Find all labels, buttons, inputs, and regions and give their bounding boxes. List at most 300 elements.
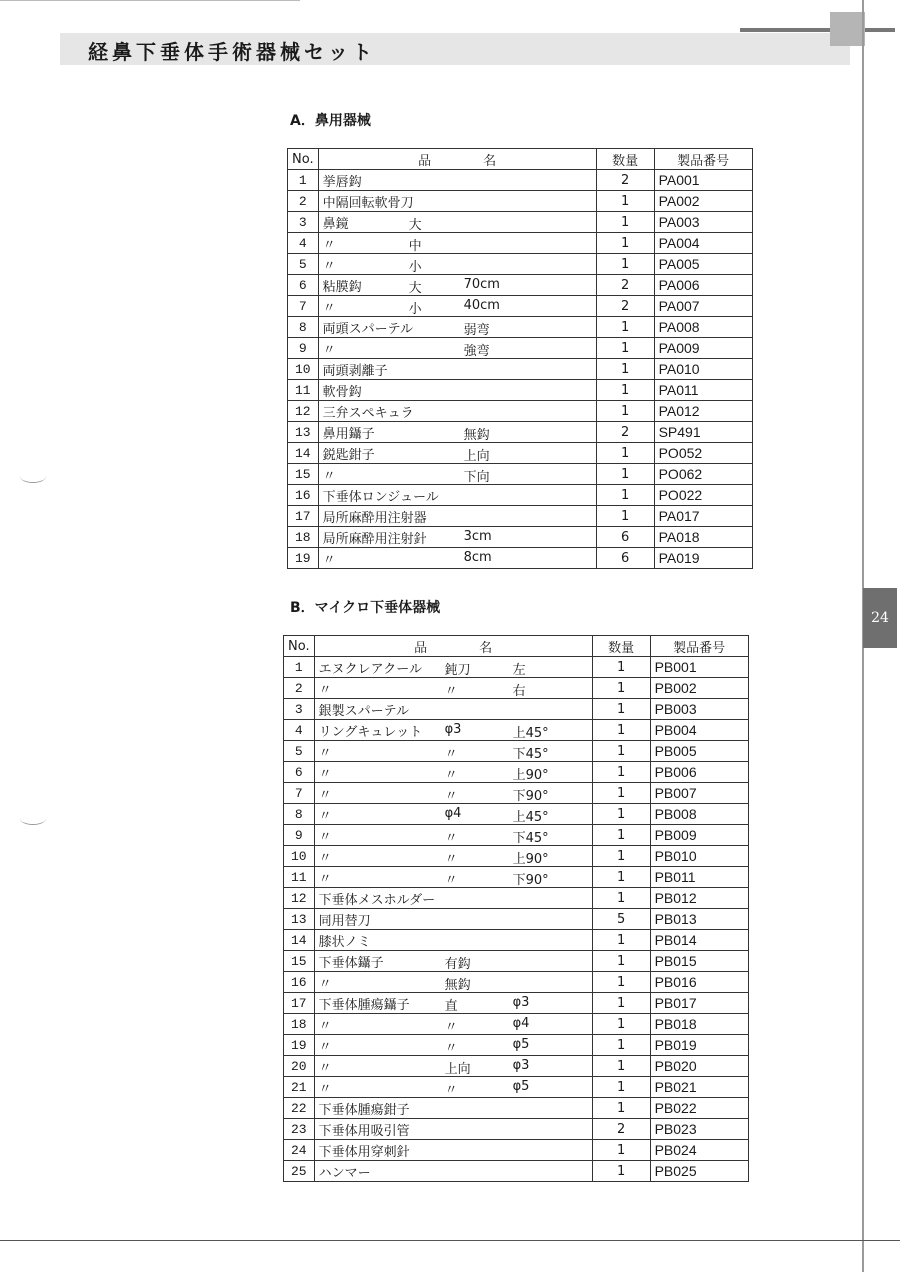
item-code: PB021 bbox=[650, 1077, 748, 1098]
item-qty: 2 bbox=[596, 422, 654, 443]
item-no: 5 bbox=[288, 254, 319, 275]
table-row bbox=[284, 993, 749, 1014]
item-name-part-1: 〃 bbox=[318, 1081, 332, 1097]
item-name bbox=[318, 422, 596, 443]
item-code: PB025 bbox=[650, 1161, 748, 1182]
item-no: 21 bbox=[284, 1077, 315, 1098]
item-code: PA007 bbox=[654, 296, 752, 317]
table-row bbox=[284, 1098, 749, 1119]
item-no: 24 bbox=[284, 1140, 315, 1161]
item-code: PB022 bbox=[650, 1098, 748, 1119]
item-no: 1 bbox=[284, 657, 315, 678]
section-b-table bbox=[283, 635, 749, 1182]
item-no: 11 bbox=[288, 380, 319, 401]
item-name-part-1: 〃 bbox=[318, 1060, 332, 1076]
page-title: 経鼻下垂体手術器械セット bbox=[88, 40, 376, 64]
item-code: PB014 bbox=[650, 930, 748, 951]
item-no: 22 bbox=[284, 1098, 315, 1119]
item-no: 7 bbox=[284, 783, 315, 804]
item-name-part-1: 下垂体ロンジュール bbox=[322, 489, 439, 505]
item-name-part-1: 下垂体腫瘍鑷子 bbox=[318, 997, 410, 1013]
item-code: PB016 bbox=[650, 972, 748, 993]
item-code: PB007 bbox=[650, 783, 748, 804]
item-no: 3 bbox=[288, 212, 319, 233]
item-qty: 1 bbox=[596, 359, 654, 380]
table-row bbox=[284, 1056, 749, 1077]
item-code: PA018 bbox=[654, 527, 752, 548]
item-no: 10 bbox=[284, 846, 315, 867]
item-qty: 1 bbox=[592, 1140, 650, 1161]
item-name bbox=[314, 1077, 592, 1098]
item-code: PO052 bbox=[654, 443, 752, 464]
item-qty: 1 bbox=[592, 657, 650, 678]
item-no: 20 bbox=[284, 1056, 315, 1077]
item-qty: 1 bbox=[592, 846, 650, 867]
table-row bbox=[284, 1035, 749, 1056]
top-rule bbox=[0, 0, 300, 1]
item-qty: 1 bbox=[592, 720, 650, 741]
item-name bbox=[314, 783, 592, 804]
item-name-part-1: 局所麻酔用注射器 bbox=[322, 510, 427, 526]
item-no: 2 bbox=[284, 678, 315, 699]
item-no: 17 bbox=[284, 993, 315, 1014]
item-name-part-3: 右 bbox=[512, 684, 526, 699]
item-no: 23 bbox=[284, 1119, 315, 1140]
item-name-part-3: φ3 bbox=[512, 995, 530, 1010]
item-qty: 1 bbox=[592, 783, 650, 804]
item-name-part-1: 〃 bbox=[322, 342, 336, 358]
item-no: 12 bbox=[284, 888, 315, 909]
item-name-part-1: 下垂体腫瘍鉗子 bbox=[318, 1102, 410, 1118]
item-code: SP491 bbox=[654, 422, 752, 443]
item-name bbox=[314, 1035, 592, 1056]
item-name-part-1: 粘膜鈎 bbox=[322, 279, 362, 295]
item-name bbox=[318, 296, 596, 317]
item-name-part-3: 40cm bbox=[463, 298, 500, 313]
item-name-part-1: 下垂体用穿刺針 bbox=[318, 1144, 410, 1160]
item-code: PO022 bbox=[654, 485, 752, 506]
col-header-code: 製品番号 bbox=[650, 636, 748, 657]
table-row bbox=[288, 401, 753, 422]
item-no: 8 bbox=[288, 317, 319, 338]
item-code: PB008 bbox=[650, 804, 748, 825]
item-name bbox=[314, 972, 592, 993]
item-qty: 1 bbox=[596, 212, 654, 233]
table-row bbox=[288, 359, 753, 380]
item-qty: 1 bbox=[596, 464, 654, 485]
table-row bbox=[284, 846, 749, 867]
item-name-part-2: φ3 bbox=[444, 722, 462, 737]
item-name-part-3: 上45° bbox=[512, 726, 549, 741]
item-qty: 1 bbox=[592, 762, 650, 783]
item-name bbox=[314, 699, 592, 720]
item-name-part-2: 中 bbox=[408, 239, 422, 254]
item-name-part-2: 〃 bbox=[444, 789, 458, 804]
table-row bbox=[288, 212, 753, 233]
item-name-part-2: 〃 bbox=[444, 684, 458, 699]
item-code: PB006 bbox=[650, 762, 748, 783]
item-qty: 2 bbox=[596, 170, 654, 191]
item-code: PO062 bbox=[654, 464, 752, 485]
table-row bbox=[284, 909, 749, 930]
item-name-part-2: φ4 bbox=[444, 806, 462, 821]
section-a-table bbox=[287, 148, 753, 569]
item-name-part-1: エヌクレアクール bbox=[318, 661, 422, 677]
item-name-part-2: 上向 bbox=[444, 1062, 471, 1077]
item-qty: 1 bbox=[596, 506, 654, 527]
item-code: PA017 bbox=[654, 506, 752, 527]
table-row bbox=[284, 867, 749, 888]
table-row bbox=[288, 296, 753, 317]
item-name-part-1: 鼻鏡 bbox=[322, 216, 349, 232]
item-name-part-1: 〃 bbox=[322, 300, 336, 316]
table-row bbox=[288, 380, 753, 401]
item-name bbox=[318, 401, 596, 422]
item-no: 9 bbox=[284, 825, 315, 846]
item-name-part-1: 軟骨鈎 bbox=[322, 384, 362, 400]
item-code: PB013 bbox=[650, 909, 748, 930]
item-name-part-1: 両頭スパーテル bbox=[322, 321, 413, 337]
item-qty: 1 bbox=[592, 741, 650, 762]
item-name bbox=[314, 951, 592, 972]
col-header-no: No. bbox=[284, 636, 315, 657]
item-qty: 1 bbox=[592, 993, 650, 1014]
table-row bbox=[288, 422, 753, 443]
item-qty: 1 bbox=[592, 1035, 650, 1056]
bottom-rule bbox=[0, 1240, 900, 1241]
item-name-part-3: 左 bbox=[512, 663, 526, 678]
item-name bbox=[318, 506, 596, 527]
table-row bbox=[288, 548, 753, 569]
item-name-part-3: 下45° bbox=[512, 747, 549, 762]
item-name-part-1: 局所麻酔用注射針 bbox=[322, 531, 427, 547]
item-name bbox=[314, 741, 592, 762]
item-no: 8 bbox=[284, 804, 315, 825]
item-name-part-1: 〃 bbox=[318, 976, 332, 992]
item-name-part-2: 鈍刀 bbox=[444, 663, 471, 678]
item-qty: 1 bbox=[596, 233, 654, 254]
table-row bbox=[284, 930, 749, 951]
item-name bbox=[314, 1119, 592, 1140]
item-no: 3 bbox=[284, 699, 315, 720]
item-name bbox=[318, 464, 596, 485]
item-code: PB001 bbox=[650, 657, 748, 678]
item-name-part-1: 中隔回転軟骨刀 bbox=[322, 195, 414, 211]
item-qty: 1 bbox=[596, 191, 654, 212]
item-name bbox=[318, 212, 596, 233]
section-a-heading: A．鼻用器械 bbox=[290, 113, 371, 129]
item-code: PB010 bbox=[650, 846, 748, 867]
item-name-part-1: 〃 bbox=[318, 682, 332, 698]
table-row bbox=[284, 804, 749, 825]
item-name bbox=[318, 443, 596, 464]
item-name-part-1: 〃 bbox=[322, 468, 336, 484]
item-name-part-1: 〃 bbox=[318, 871, 332, 887]
item-name bbox=[318, 275, 596, 296]
item-name-part-3: 下45° bbox=[512, 831, 549, 846]
table-row bbox=[288, 317, 753, 338]
item-no: 12 bbox=[288, 401, 319, 422]
table-row bbox=[288, 254, 753, 275]
item-code: PB005 bbox=[650, 741, 748, 762]
item-name-part-2: 〃 bbox=[444, 1020, 458, 1035]
table-row bbox=[284, 1119, 749, 1140]
item-code: PA012 bbox=[654, 401, 752, 422]
item-qty: 1 bbox=[592, 699, 650, 720]
item-code: PB020 bbox=[650, 1056, 748, 1077]
table-row bbox=[284, 720, 749, 741]
item-name bbox=[314, 720, 592, 741]
item-name bbox=[314, 657, 592, 678]
table-row bbox=[288, 464, 753, 485]
item-code: PB011 bbox=[650, 867, 748, 888]
item-code: PA006 bbox=[654, 275, 752, 296]
item-qty: 6 bbox=[596, 527, 654, 548]
item-name bbox=[318, 191, 596, 212]
item-code: PA002 bbox=[654, 191, 752, 212]
item-name-part-1: 〃 bbox=[318, 1018, 332, 1034]
item-qty: 1 bbox=[592, 1014, 650, 1035]
item-name-part-1: 〃 bbox=[318, 829, 332, 845]
col-header-name: 品 名 bbox=[318, 149, 596, 170]
item-no: 5 bbox=[284, 741, 315, 762]
col-header-code: 製品番号 bbox=[654, 149, 752, 170]
table-row bbox=[284, 888, 749, 909]
page-number-tab: 24 bbox=[863, 588, 897, 648]
col-header-qty: 数量 bbox=[592, 636, 650, 657]
item-name-part-3: φ5 bbox=[512, 1079, 530, 1094]
item-name bbox=[318, 317, 596, 338]
item-name-part-3: φ4 bbox=[512, 1016, 530, 1031]
item-no: 6 bbox=[284, 762, 315, 783]
table-header-row bbox=[288, 149, 753, 170]
col-header-no: No. bbox=[288, 149, 319, 170]
item-name-part-1: 三弁スペキュラ bbox=[322, 405, 414, 421]
item-name bbox=[314, 909, 592, 930]
item-qty: 1 bbox=[596, 317, 654, 338]
item-qty: 1 bbox=[592, 1161, 650, 1182]
item-qty: 1 bbox=[596, 443, 654, 464]
item-name-part-1: 〃 bbox=[322, 552, 336, 568]
table-row bbox=[284, 1014, 749, 1035]
table-row bbox=[284, 1077, 749, 1098]
item-name-part-3: 上90° bbox=[512, 768, 549, 783]
item-no: 25 bbox=[284, 1161, 315, 1182]
item-qty: 6 bbox=[596, 548, 654, 569]
item-name-part-3: 70cm bbox=[463, 277, 500, 292]
item-no: 13 bbox=[284, 909, 315, 930]
item-no: 4 bbox=[288, 233, 319, 254]
item-name-part-3: φ5 bbox=[512, 1037, 530, 1052]
item-code: PB018 bbox=[650, 1014, 748, 1035]
item-no: 4 bbox=[284, 720, 315, 741]
item-name-part-1: 下垂体用吸引管 bbox=[318, 1123, 410, 1139]
item-name bbox=[318, 170, 596, 191]
item-name bbox=[314, 1140, 592, 1161]
item-name-part-2: 〃 bbox=[444, 768, 458, 783]
item-code: PB002 bbox=[650, 678, 748, 699]
item-name bbox=[314, 1014, 592, 1035]
table-row bbox=[284, 825, 749, 846]
table-row bbox=[284, 1140, 749, 1161]
item-name-part-1: 鋭匙鉗子 bbox=[322, 447, 375, 463]
item-name-part-3: 下90° bbox=[512, 873, 549, 888]
item-code: PB009 bbox=[650, 825, 748, 846]
item-qty: 2 bbox=[596, 275, 654, 296]
item-name-part-3: 強弯 bbox=[463, 344, 490, 359]
item-no: 19 bbox=[284, 1035, 315, 1056]
item-qty: 1 bbox=[596, 338, 654, 359]
item-name-part-2: 〃 bbox=[444, 852, 458, 867]
table-row bbox=[288, 485, 753, 506]
item-name-part-1: 〃 bbox=[318, 850, 332, 866]
item-name-part-2: 〃 bbox=[444, 747, 458, 762]
item-qty: 5 bbox=[592, 909, 650, 930]
table-row bbox=[284, 699, 749, 720]
item-name-part-1: 〃 bbox=[318, 787, 332, 803]
item-no: 1 bbox=[288, 170, 319, 191]
table-row bbox=[288, 506, 753, 527]
item-qty: 1 bbox=[592, 930, 650, 951]
item-no: 2 bbox=[288, 191, 319, 212]
header-deco-square bbox=[830, 12, 865, 46]
item-qty: 1 bbox=[592, 1056, 650, 1077]
table-row bbox=[284, 762, 749, 783]
table-row bbox=[288, 275, 753, 296]
item-name bbox=[318, 233, 596, 254]
item-name-part-1: 〃 bbox=[318, 745, 332, 761]
item-no: 6 bbox=[288, 275, 319, 296]
item-no: 16 bbox=[284, 972, 315, 993]
col-header-qty: 数量 bbox=[596, 149, 654, 170]
item-name-part-2: 無鈎 bbox=[444, 978, 471, 993]
item-code: PB015 bbox=[650, 951, 748, 972]
item-qty: 2 bbox=[596, 296, 654, 317]
item-name bbox=[314, 1161, 592, 1182]
item-name bbox=[314, 930, 592, 951]
item-name-part-1: 膝状ノミ bbox=[318, 934, 371, 950]
item-name bbox=[314, 867, 592, 888]
item-name bbox=[314, 804, 592, 825]
item-name bbox=[318, 380, 596, 401]
binding-hole-mark bbox=[20, 470, 46, 483]
item-no: 14 bbox=[288, 443, 319, 464]
item-code: PB023 bbox=[650, 1119, 748, 1140]
item-name bbox=[318, 527, 596, 548]
table-row bbox=[288, 443, 753, 464]
table-row bbox=[284, 678, 749, 699]
table-row bbox=[288, 527, 753, 548]
col-header-name: 品 名 bbox=[314, 636, 592, 657]
item-name-part-2: 小 bbox=[408, 260, 422, 275]
item-code: PA009 bbox=[654, 338, 752, 359]
table-row bbox=[284, 951, 749, 972]
item-qty: 1 bbox=[592, 1077, 650, 1098]
item-code: PB024 bbox=[650, 1140, 748, 1161]
table-row bbox=[288, 233, 753, 254]
item-no: 7 bbox=[288, 296, 319, 317]
item-name-part-2: 〃 bbox=[444, 873, 458, 888]
header-deco-line bbox=[740, 28, 895, 32]
item-qty: 1 bbox=[592, 1098, 650, 1119]
item-name-part-1: 同用替刀 bbox=[318, 913, 371, 929]
item-name-part-3: 上向 bbox=[463, 449, 490, 464]
item-no: 14 bbox=[284, 930, 315, 951]
item-qty: 1 bbox=[592, 678, 650, 699]
item-name bbox=[314, 762, 592, 783]
binding-hole-mark bbox=[20, 812, 46, 825]
item-name-part-1: ハンマー bbox=[318, 1165, 371, 1181]
item-qty: 1 bbox=[596, 485, 654, 506]
table-row bbox=[284, 783, 749, 804]
item-no: 18 bbox=[288, 527, 319, 548]
table-row bbox=[288, 191, 753, 212]
item-name-part-1: 〃 bbox=[322, 237, 336, 253]
item-qty: 1 bbox=[592, 888, 650, 909]
item-name-part-2: 〃 bbox=[444, 1083, 458, 1098]
item-code: PB017 bbox=[650, 993, 748, 1014]
item-no: 16 bbox=[288, 485, 319, 506]
item-name-part-1: 挙唇鈎 bbox=[322, 174, 362, 190]
item-qty: 1 bbox=[592, 972, 650, 993]
item-no: 17 bbox=[288, 506, 319, 527]
item-name bbox=[314, 888, 592, 909]
item-name-part-1: 下垂体メスホルダー bbox=[318, 892, 436, 908]
item-qty: 1 bbox=[592, 825, 650, 846]
item-name-part-3: φ3 bbox=[512, 1058, 530, 1073]
item-name-part-1: 銀製スパーテル bbox=[318, 703, 409, 719]
item-code: PA005 bbox=[654, 254, 752, 275]
item-name-part-3: 下90° bbox=[512, 789, 549, 804]
item-no: 19 bbox=[288, 548, 319, 569]
item-name bbox=[314, 993, 592, 1014]
item-code: PB019 bbox=[650, 1035, 748, 1056]
item-name-part-1: 鼻用鑷子 bbox=[322, 426, 375, 442]
item-name-part-1: 〃 bbox=[322, 258, 336, 274]
item-name-part-2: 小 bbox=[408, 302, 422, 317]
item-name bbox=[318, 359, 596, 380]
item-name bbox=[314, 825, 592, 846]
item-name bbox=[318, 548, 596, 569]
item-qty: 1 bbox=[596, 254, 654, 275]
item-code: PA011 bbox=[654, 380, 752, 401]
table-row bbox=[284, 657, 749, 678]
item-no: 13 bbox=[288, 422, 319, 443]
item-name bbox=[314, 1056, 592, 1077]
item-no: 9 bbox=[288, 338, 319, 359]
item-code: PA003 bbox=[654, 212, 752, 233]
item-code: PB003 bbox=[650, 699, 748, 720]
item-qty: 1 bbox=[592, 804, 650, 825]
item-qty: 1 bbox=[596, 380, 654, 401]
item-name-part-1: 下垂体鑷子 bbox=[318, 955, 384, 971]
item-no: 15 bbox=[284, 951, 315, 972]
item-name-part-1: 両頭剥離子 bbox=[322, 363, 388, 379]
item-name-part-3: 3cm bbox=[463, 529, 492, 544]
table-row bbox=[288, 170, 753, 191]
item-name-part-1: 〃 bbox=[318, 808, 332, 824]
table-row bbox=[284, 1161, 749, 1182]
item-qty: 1 bbox=[592, 951, 650, 972]
item-no: 15 bbox=[288, 464, 319, 485]
item-code: PB012 bbox=[650, 888, 748, 909]
item-name-part-2: 〃 bbox=[444, 1041, 458, 1056]
section-b-heading: B．マイクロ下垂体器械 bbox=[290, 600, 441, 616]
item-code: PA001 bbox=[654, 170, 752, 191]
item-code: PA004 bbox=[654, 233, 752, 254]
item-name-part-3: 8cm bbox=[463, 550, 492, 565]
item-name-part-3: 弱弯 bbox=[463, 323, 490, 338]
